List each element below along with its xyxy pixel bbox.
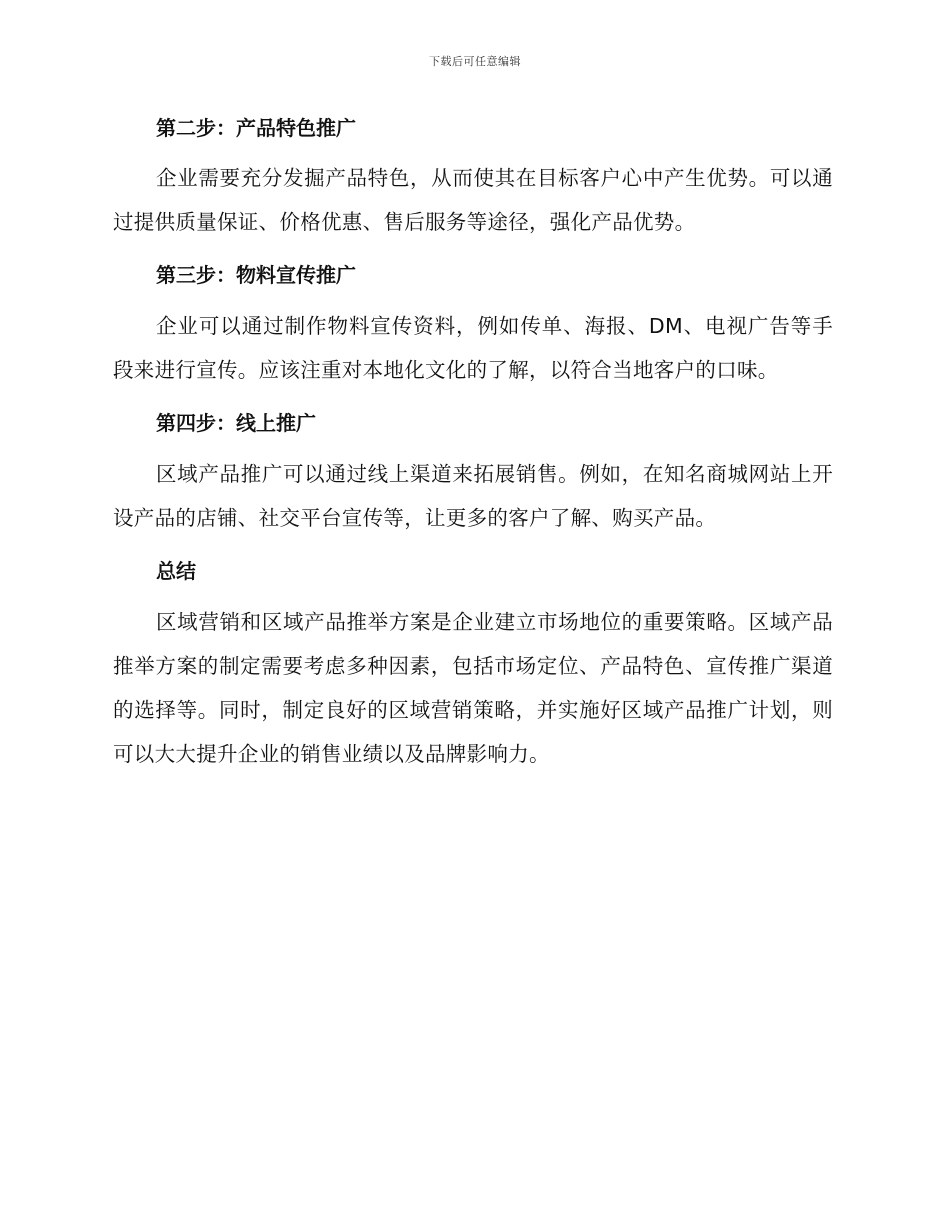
section-heading-step-four: 第四步：线上推广 bbox=[156, 411, 316, 435]
section-paragraph-summary: 区域营销和区域产品推举方案是企业建立市场地位的重要策略。区域产品推举方案的制定需要考虑多种因素，包括市场定位、产品特色、宣传推广渠道的选择等。同时，制定良好的区域营销策略，并实施好区域产品推广计划，则可以大大提升企业的销售业绩以及品牌影响力。 bbox=[113, 610, 833, 766]
page-header: 下载后可任意编辑 bbox=[429, 55, 521, 68]
section-paragraph-step-four: 区域产品推广可以通过线上渠道来拓展销售。例如，在知名商城网站上开设产品的店铺、社交平台宣传等，让更多的客户了解、购买产品。 bbox=[113, 462, 833, 530]
section-heading-step-two: 第二步：产品特色推广 bbox=[156, 116, 356, 140]
document-body bbox=[113, 113, 833, 776]
section-heading-step-three: 第三步：物料宣传推广 bbox=[156, 263, 356, 287]
section-heading-summary: 总结 bbox=[156, 559, 196, 583]
section-paragraph-step-two: 企业需要充分发掘产品特色，从而使其在目标客户心中产生优势。可以通过提供质量保证、价格优惠、售后服务等途径，强化产品优势。 bbox=[113, 166, 833, 234]
section-paragraph-step-three: 企业可以通过制作物料宣传资料，例如传单、海报、DM、电视广告等手段来进行宣传。应该注重对本地化文化的了解，以符合当地客户的口味。 bbox=[113, 314, 833, 382]
